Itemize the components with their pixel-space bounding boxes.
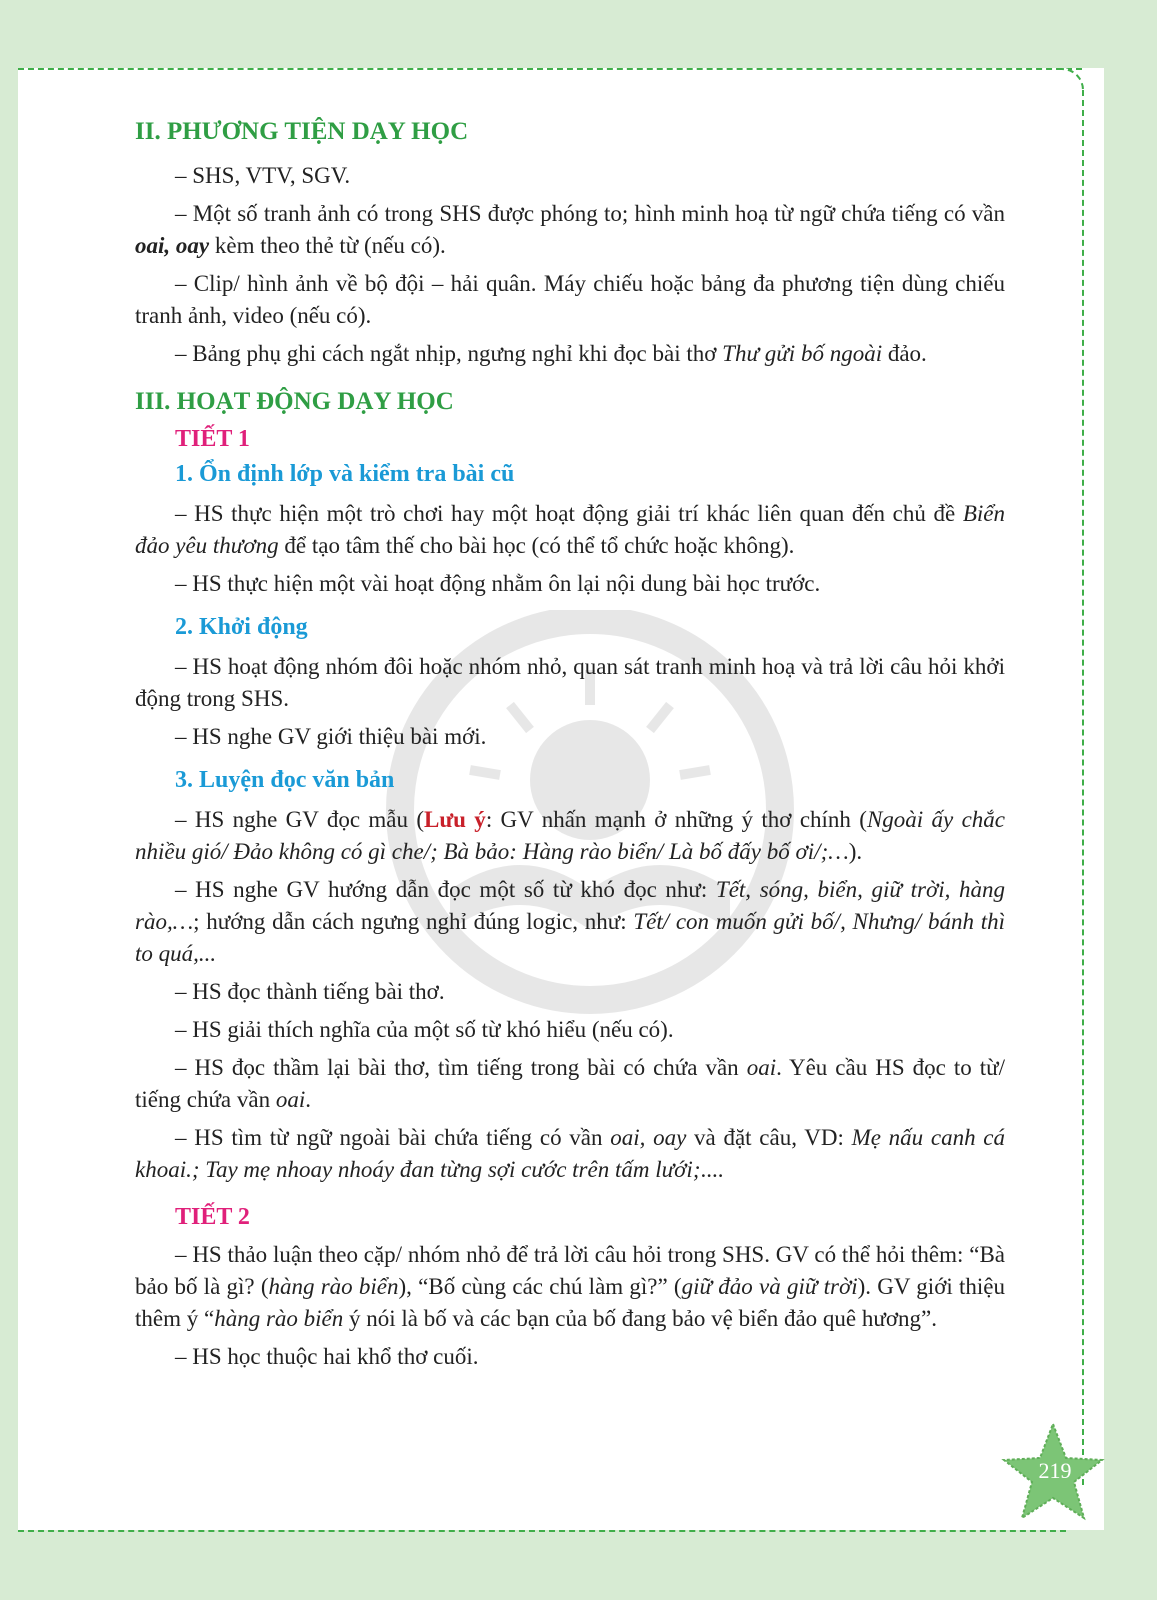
paragraph: – HS giải thích nghĩa của một số từ khó hiểu (nếu có). <box>175 1017 674 1042</box>
page-number: 219 <box>1038 1458 1072 1483</box>
paragraph: – HS học thuộc hai khổ thơ cuối. <box>175 1344 479 1369</box>
paragraph: – HS nghe GV giới thiệu bài mới. <box>175 724 487 749</box>
subsection-title: 2. Khởi động <box>175 614 308 640</box>
border-top <box>18 68 1082 70</box>
paragraph: – HS đọc thầm lại bài thơ, tìm tiếng trong bài có chứa vần oai. Yêu cầu HS đọc to từ/ tiếng chứa vần oai. <box>135 1055 1005 1112</box>
paragraph: – HS đọc thành tiếng bài thơ. <box>175 979 445 1004</box>
paragraph: – HS thảo luận theo cặp/ nhóm nhỏ để trả lời câu hỏi trong SHS. GV có thể hỏi thêm: “Bà bảo bố là gì? (hàng rào biển), “Bố cùng các chú làm gì?” (giữ đảo và giữ trời). GV giới thiệu thêm ý “hàng rào biển ý nói là bố và các bạn của bố đang bảo vệ biển đảo quê hương”. <box>135 1242 1005 1331</box>
paragraph: – HS nghe GV đọc mẫu (Lưu ý: GV nhấn mạnh ở những ý thơ chính (Ngoài ấy chắc nhiều gió/ Đảo không có gì che/; Bà bảo: Hàng rào biển/ Là bố đấy bố ơi/;…). <box>135 807 1006 864</box>
paragraph: – HS thực hiện một vài hoạt động nhằm ôn lại nội dung bài học trước. <box>175 571 821 596</box>
paragraph: – HS thực hiện một trò chơi hay một hoạt động giải trí khác liên quan đến chủ đề Biển đảo yêu thương để tạo tâm thế cho bài học (có thể tổ chức hoặc không). <box>135 501 1006 558</box>
paragraph: – HS hoạt động nhóm đôi hoặc nhóm nhỏ, quan sát tranh minh hoạ và trả lời câu hỏi khởi động trong SHS. <box>135 654 1005 711</box>
border-bottom <box>18 1530 1066 1532</box>
subsection-title: 3. Luyện đọc văn bản <box>175 767 395 793</box>
lesson-period-2: TIẾT 2 <box>175 1204 250 1230</box>
lesson-period-1: TIẾT 1 <box>175 426 250 452</box>
paragraph: – Clip/ hình ảnh về bộ đội – hải quân. Máy chiếu hoặc bảng đa phương tiện dùng chiếu tranh ảnh, video (nếu có). <box>135 271 1005 328</box>
paragraph: – HS nghe GV hướng dẫn đọc một số từ khó đọc như: Tết, sóng, biển, giữ trời, hàng rào,…; hướng dẫn cách ngưng nghỉ đúng logic, như: Tết/ con muốn gửi bố/, Nhưng/ bánh thì to quá,... <box>135 877 1005 966</box>
paragraph: – Một số tranh ảnh có trong SHS được phóng to; hình minh hoạ từ ngữ chứa tiếng có vần oai, oay kèm theo thẻ từ (nếu có). <box>135 201 1005 258</box>
main-content <box>135 118 1005 1373</box>
section-title-facilities: II. PHƯƠNG TIỆN DẠY HỌC <box>135 118 469 145</box>
section-title-activities: III. HOẠT ĐỘNG DẠY HỌC <box>135 388 454 415</box>
subsection-title: 1. Ổn định lớp và kiểm tra bài cũ <box>175 461 515 487</box>
paragraph: – HS tìm từ ngữ ngoài bài chứa tiếng có vần oai, oay và đặt câu, VD: Mẹ nấu canh cá khoai.; Tay mẹ nhoay nhoáy đan từng sợi cước trên tấm lưới;.... <box>135 1125 1006 1182</box>
border-right <box>1082 90 1084 1485</box>
paragraph: – Bảng phụ ghi cách ngắt nhịp, ngưng nghỉ khi đọc bài thơ Thư gửi bố ngoài đảo. <box>175 341 927 366</box>
paragraph: – SHS, VTV, SGV. <box>175 163 351 188</box>
